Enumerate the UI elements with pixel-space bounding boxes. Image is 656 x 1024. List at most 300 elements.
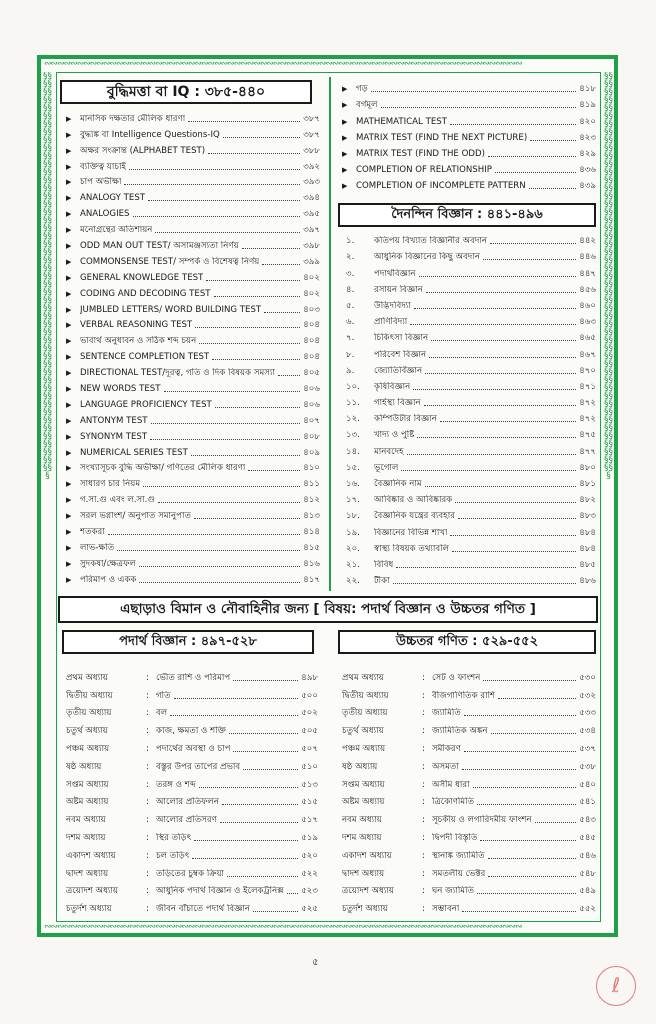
leader-dots <box>464 751 576 752</box>
separator: : <box>146 779 149 790</box>
item-title: ভূগোল <box>374 462 399 473</box>
chapter-label: তৃতীয় অধ্যায় <box>66 708 112 719</box>
item-title: বর্গমূল <box>356 100 378 111</box>
leader-dots <box>174 698 299 699</box>
chapter-title: জ্যামিতি <box>432 708 461 719</box>
chapter-label: দশম অধ্যায় <box>342 832 382 843</box>
page-ref: ৩৯৩ <box>303 177 320 188</box>
separator: : <box>146 850 149 861</box>
list-item <box>66 569 320 585</box>
item-number: ২০. <box>346 543 360 554</box>
leader-dots <box>429 357 576 358</box>
bullet-icon: ▶ <box>342 133 348 142</box>
bullet-icon: ▶ <box>66 559 72 568</box>
chapter-row <box>66 861 318 879</box>
item-title: চিকিৎসা বিজ্ঞান <box>374 333 429 344</box>
leader-dots <box>233 751 298 752</box>
list-item <box>346 262 596 278</box>
list-item <box>66 410 320 426</box>
chapter-title: অসমতা <box>432 761 459 772</box>
chapter-label: ষষ্ঠ অধ্যায় <box>342 761 378 772</box>
chapter-label: দ্বিতীয় অধ্যায় <box>66 690 113 701</box>
chapter-label: ষষ্ঠ অধ্যায় <box>66 761 102 772</box>
leader-dots <box>195 327 300 328</box>
list-item <box>342 143 596 159</box>
chapter-label: ত্রয়োদশ অধ্যায় <box>66 886 118 897</box>
list-item <box>346 554 596 570</box>
leader-dots <box>148 200 300 201</box>
item-title: সুদকষা/ক্ষেত্রফল <box>80 558 136 569</box>
item-title: COMPLETION OF RELATIONSHIP <box>356 165 492 176</box>
chapter-row <box>66 665 318 683</box>
list-item <box>346 246 596 262</box>
leader-dots <box>458 518 576 519</box>
page-ref: ৪১৯ <box>579 100 596 111</box>
list-item <box>66 553 320 569</box>
chapter-title: আলোর প্রতিসরণ <box>156 815 217 826</box>
leader-dots <box>222 804 298 805</box>
separator: : <box>422 726 425 737</box>
item-title: NEW WORDS TEST <box>80 384 161 395</box>
leader-dots <box>455 502 576 503</box>
daily-science-list <box>346 230 596 586</box>
iq-section-heading: বুদ্ধিমত্তা বা IQ : ৩৮৫-৪৪০ <box>60 80 312 104</box>
bullet-icon: ▶ <box>66 242 72 251</box>
page-ref: ৪৩৬ <box>579 165 596 176</box>
page-ref: ৫১০ <box>301 761 318 772</box>
bullet-icon: ▶ <box>66 162 72 171</box>
separator: : <box>422 708 425 719</box>
separator: : <box>146 868 149 879</box>
separator: : <box>146 726 149 737</box>
item-number: ১৯. <box>346 527 360 538</box>
page-ref: ৫৩৮ <box>579 761 596 772</box>
bullet-icon: ▶ <box>342 85 348 94</box>
chapter-row <box>66 807 318 825</box>
chapter-row <box>342 736 596 754</box>
item-title: বুদ্ধ্যঙ্ক বা Intelligence Questions-IQ <box>80 129 220 140</box>
page-ref: ৪০৩ <box>303 304 320 315</box>
leader-dots <box>464 715 576 716</box>
list-item <box>66 283 320 299</box>
item-title: বৈজ্ঞানিক নাম <box>374 479 422 489</box>
leader-dots <box>452 551 576 552</box>
item-title: COMMONSENSE TEST/ সম্পর্ক ও বিশেষত্ব নির্ণয় <box>80 256 260 267</box>
page-ref: ৪০৭ <box>303 415 320 426</box>
list-item <box>66 505 320 521</box>
page-ref: ৪৭৫ <box>579 430 596 441</box>
leader-dots <box>129 169 300 170</box>
separator: : <box>422 868 425 879</box>
leader-dots <box>143 486 300 487</box>
bullet-icon: ▶ <box>66 464 72 473</box>
bullet-icon: ▶ <box>66 369 72 378</box>
chapter-title: স্থির তড়িৎ <box>156 832 192 843</box>
bullet-icon: ▶ <box>66 448 72 457</box>
page-number: ৫ <box>312 957 319 968</box>
item-title: গার্হস্থ্য বিজ্ঞান <box>374 398 421 409</box>
chapter-row <box>342 879 596 897</box>
item-title: সংখ্যাসূচক বুদ্ধি অভীক্ষা/ গণিতের মৌলিক ধারণা <box>80 463 246 474</box>
page-ref: ৪১১ <box>303 479 320 490</box>
page-ref: ৪৮৫ <box>579 559 596 570</box>
page-ref: ৫৪১ <box>579 797 596 808</box>
page-ref: ৫৩৭ <box>579 743 596 754</box>
leader-dots <box>170 715 298 716</box>
bullet-icon: ▶ <box>342 182 348 191</box>
leader-dots <box>462 769 576 770</box>
item-title: বৈজ্ঞানিক যন্ত্রের ব্যবহার <box>374 511 455 522</box>
chapter-label: পঞ্চম অধ্যায় <box>66 743 110 754</box>
item-number: ৩. <box>346 268 355 279</box>
list-item <box>346 424 596 440</box>
page-ref: ৪৮৩ <box>579 511 596 522</box>
leader-dots <box>488 858 577 859</box>
chapter-row <box>66 896 318 914</box>
separator: : <box>422 761 425 772</box>
list-item <box>346 570 596 586</box>
bullet-icon: ▶ <box>66 273 72 282</box>
item-title: মনোগ্রন্থের অতিশায়ন <box>80 225 153 236</box>
separator: : <box>146 886 149 897</box>
list-item <box>346 538 596 554</box>
page-ref: ৪০৫ <box>303 368 320 379</box>
item-title: জ্যোতির্বিজ্ঞান <box>374 365 423 376</box>
page-ref: ৩৮৮ <box>303 145 320 156</box>
page-ref: ৪১৮ <box>579 84 596 95</box>
list-item <box>346 489 596 505</box>
leader-dots <box>191 455 300 456</box>
page-ref: ৫২০ <box>301 850 318 861</box>
bullet-icon: ▶ <box>66 178 72 187</box>
leader-dots <box>117 550 300 551</box>
page-ref: ৫৪৮ <box>579 868 596 879</box>
chapter-row <box>342 683 596 701</box>
separator: : <box>146 832 149 843</box>
list-item <box>346 295 596 311</box>
list-item <box>66 203 320 219</box>
chapter-title: আধুনিক পদার্থ বিজ্ঞান ও ইলেকট্রনিক্স <box>156 886 284 897</box>
leader-dots <box>220 822 298 823</box>
page-ref: ৫২২ <box>301 868 318 879</box>
page-ref: ৪০২ <box>303 288 320 299</box>
separator: : <box>146 904 149 915</box>
list-item <box>346 327 596 343</box>
leader-dots <box>483 680 576 681</box>
item-title: বিবিধ <box>374 559 394 570</box>
separator: : <box>422 672 425 683</box>
page-ref: ৪৪২ <box>579 236 596 247</box>
page-ref: ৪০৮ <box>303 431 320 442</box>
bullet-icon: ▶ <box>66 289 72 298</box>
bullet-icon: ▶ <box>66 257 72 266</box>
chapter-row <box>342 772 596 790</box>
page-ref: ৫৪০ <box>579 779 596 790</box>
list-item <box>346 457 596 473</box>
item-title: অক্ষর সংক্রান্ত (ALPHABET TEST) <box>80 145 206 156</box>
chapter-label: নবম অধ্যায় <box>342 815 382 826</box>
item-title: স্বাস্থ্য বিষয়ক তথ্যাবলি <box>374 543 450 554</box>
bullet-icon: ▶ <box>66 353 72 362</box>
leader-dots <box>530 140 576 141</box>
item-title: NUMERICAL SERIES TEST <box>80 447 188 458</box>
leader-dots <box>139 566 300 567</box>
separator: : <box>422 815 425 826</box>
item-title: MATHEMATICAL TEST <box>356 116 447 127</box>
leader-dots <box>495 172 576 173</box>
page-ref: ৪৬৭ <box>579 349 596 360</box>
bullet-icon: ▶ <box>66 194 72 203</box>
leader-dots <box>215 407 300 408</box>
leader-dots <box>488 876 576 877</box>
page-ref: ৪৮৪ <box>579 543 596 554</box>
chapter-row <box>342 807 596 825</box>
leader-dots <box>498 698 576 699</box>
page-ref: ৫০৫ <box>301 726 318 737</box>
iq-contents-list <box>66 108 320 585</box>
bullet-icon: ▶ <box>66 130 72 139</box>
leader-dots <box>414 308 577 309</box>
bullet-icon: ▶ <box>66 416 72 425</box>
bottom-border-wave: ∾∾∾∾∾∾∾∾∾∾∾∾∾∾∾∾∾∾∾∾∾∾∾∾∾∾∾∾∾∾∾∾∾∾∾∾∾∾∾∾∾∾∾∾∾∾∾∾∾∾∾∾∾∾∾∾∾∾∾∾∾∾∾∾∾∾∾∾∾∾∾∾∾ <box>44 923 522 932</box>
list-item <box>66 187 320 203</box>
chapter-title: তড়িতের চুম্বক ক্রিয়া <box>156 868 225 879</box>
page-ref: ৫০৭ <box>301 743 318 754</box>
math-tests-list <box>342 78 596 191</box>
item-title: টীকা <box>374 576 390 587</box>
leader-dots <box>108 534 301 535</box>
item-title: কতিপয় বিখ্যাত বিজ্ঞানীর অবদান <box>374 236 487 247</box>
bullet-icon: ▶ <box>66 321 72 330</box>
separator: : <box>146 672 149 683</box>
bullet-icon: ▶ <box>66 528 72 537</box>
chapter-title: দ্বিপদী বিস্তৃতি <box>432 832 478 843</box>
leader-dots <box>243 769 298 770</box>
chapter-row <box>66 879 318 897</box>
list-item <box>66 394 320 410</box>
chapter-label: চতুর্দশ অধ্যায় <box>342 904 388 915</box>
physics-chapter-list <box>66 665 318 914</box>
chapter-row <box>66 683 318 701</box>
leader-dots <box>450 124 576 125</box>
list-item <box>66 315 320 331</box>
chapter-label: একাদশ অধ্যায় <box>342 850 392 861</box>
page-ref: ৫৩২ <box>579 690 596 701</box>
page-ref: ৪১৫ <box>303 542 320 553</box>
chapter-label: অষ্টম অধ্যায় <box>66 797 109 808</box>
leader-dots <box>192 858 298 859</box>
page-ref: ৫১৭ <box>301 815 318 826</box>
chapter-title: তরঙ্গ ও শব্দ <box>156 779 196 790</box>
chapter-title: জীবন বাঁচাতে পদার্থ বিজ্ঞান <box>156 904 251 915</box>
item-title: সাধারণ চার নিয়ম <box>80 479 141 490</box>
list-item <box>342 159 596 175</box>
leader-dots <box>491 733 577 734</box>
item-title: MATRIX TEST (FIND THE NEXT PICTURE) <box>356 132 528 143</box>
page-ref: ৪২৯ <box>579 148 596 159</box>
chapter-title: বল <box>156 708 168 719</box>
leader-dots <box>242 248 301 249</box>
list-item <box>346 230 596 246</box>
chapter-title: ত্রিকোণমিতি <box>432 797 475 808</box>
separator: : <box>146 815 149 826</box>
chapter-row <box>66 718 318 736</box>
list-item <box>66 489 320 505</box>
item-number: ৬. <box>346 317 355 328</box>
chapter-title: সম্ভাবনা <box>432 904 460 915</box>
bullet-icon: ▶ <box>66 512 72 521</box>
bullet-icon: ▶ <box>66 114 72 123</box>
leader-dots <box>371 91 576 92</box>
list-item <box>66 426 320 442</box>
item-title: JUMBLED LETTERS/ WORD BUILDING TEST <box>80 304 262 315</box>
page-ref: ৪৮২ <box>579 495 596 506</box>
chapter-label: তৃতীয় অধ্যায় <box>342 708 388 719</box>
page-ref: ৫০০ <box>301 690 318 701</box>
chapter-label: চতুর্থ অধ্যায় <box>66 726 108 737</box>
item-number: ২১. <box>346 559 360 570</box>
item-number: ১৭. <box>346 495 360 506</box>
list-item <box>342 175 596 191</box>
bullet-icon: ▶ <box>66 146 72 155</box>
chapter-title: অসীম ধারা <box>432 779 470 790</box>
page-ref: ৪৬০ <box>579 300 596 311</box>
chapter-label: নবম অধ্যায় <box>66 815 106 826</box>
item-title: ব্যক্তিত্ব যাচাই <box>80 161 126 172</box>
item-title: কৃষিবিজ্ঞান <box>374 381 411 392</box>
page-ref: ৪৫৬ <box>579 284 596 295</box>
page-ref: ৩৮৭ <box>303 129 320 140</box>
chapter-label: চতুর্থ অধ্যায় <box>342 726 384 737</box>
leader-dots <box>212 359 300 360</box>
item-number: ৫. <box>346 300 355 311</box>
leader-dots <box>194 840 298 841</box>
leader-dots <box>393 583 577 584</box>
chapter-title: কাজ, ক্ষমতা ও শক্তি <box>156 726 227 737</box>
chapter-label: সপ্তম অধ্যায় <box>342 779 385 790</box>
chapter-label: একাদশ অধ্যায় <box>66 850 116 861</box>
page-ref: ৪২৩ <box>579 132 596 143</box>
list-item <box>346 311 596 327</box>
page-ref: ৫১৫ <box>301 797 318 808</box>
list-item <box>66 346 320 362</box>
leader-dots <box>287 893 299 894</box>
leader-dots <box>124 184 300 185</box>
item-title: কম্পিউটার বিজ্ঞান <box>374 414 437 425</box>
list-item <box>66 251 320 267</box>
page-ref: ৫৪৫ <box>579 832 596 843</box>
leader-dots <box>425 373 576 374</box>
leader-dots <box>401 470 576 471</box>
chapter-label: পঞ্চম অধ্যায় <box>342 743 386 754</box>
item-title: VERBAL REASONING TEST <box>80 320 193 331</box>
chapter-title: স্থানাঙ্ক জ্যামিতি <box>432 850 485 861</box>
chapter-label: অষ্টম অধ্যায় <box>342 797 385 808</box>
math-chapter-list <box>342 665 596 914</box>
chapter-label: দ্বাদশ অধ্যায় <box>342 868 385 879</box>
leader-dots <box>396 567 576 568</box>
chapter-title: গতি <box>156 690 171 701</box>
item-number: ১৪. <box>346 446 360 457</box>
separator: : <box>422 886 425 897</box>
list-item <box>346 392 596 408</box>
item-title: গ.সা.গু এবং ল.সা.গু <box>80 495 156 506</box>
page-ref: ৪১৬ <box>303 558 320 569</box>
page-ref: ৩৯৭ <box>303 225 320 236</box>
item-title: MATRIX TEST (FIND THE ODD) <box>356 148 485 159</box>
page-ref: ৪১০ <box>303 463 320 474</box>
leader-dots <box>488 156 576 157</box>
bullet-icon: ▶ <box>66 496 72 505</box>
separator: : <box>146 761 149 772</box>
bullet-icon: ▶ <box>342 166 348 175</box>
bullet-icon: ▶ <box>66 432 72 441</box>
leader-dots <box>248 470 300 471</box>
list-item <box>66 473 320 489</box>
list-item <box>342 94 596 110</box>
leader-dots <box>155 232 300 233</box>
list-item <box>342 78 596 94</box>
column-divider <box>329 77 331 591</box>
leader-dots <box>431 340 576 341</box>
bullet-icon: ▶ <box>66 480 72 489</box>
leader-dots <box>477 893 576 894</box>
chapter-title: পদার্থের অবস্থা ও চাপ <box>156 743 231 754</box>
extra-subjects-banner: এছাড়াও বিমান ও নৌবাহিনীর জন্য [ বিষয়: পদার্থ বিজ্ঞান ও উচ্চতর গণিত ] <box>58 596 598 623</box>
list-item <box>66 537 320 553</box>
item-title: COMPLETION OF INCOMPLETE PATTERN <box>356 181 526 192</box>
chapter-title: সেট ও ফাংশন <box>432 672 481 683</box>
page-ref: ৪০৯ <box>303 447 320 458</box>
leader-dots <box>164 391 301 392</box>
page-ref: ৪৭২ <box>579 414 596 425</box>
item-title: ANTONYM TEST <box>80 415 148 426</box>
chapter-row <box>66 772 318 790</box>
leader-dots <box>490 243 576 244</box>
leader-dots <box>426 292 576 293</box>
chapter-label: সপ্তম অধ্যায় <box>66 779 109 790</box>
page-ref: ৫৩৪ <box>579 726 596 737</box>
leader-dots <box>227 876 298 877</box>
page-ref: ৫২৫ <box>301 904 318 915</box>
bullet-icon: ▶ <box>66 226 72 235</box>
chapter-title: আলোর প্রতিফলন <box>156 797 219 808</box>
list-item <box>66 330 320 346</box>
list-item <box>346 279 596 295</box>
leader-dots <box>424 405 577 406</box>
chapter-title: সমীকরণ <box>432 743 461 754</box>
item-number: ২. <box>346 252 355 263</box>
chapter-row <box>66 825 318 843</box>
item-title: আধুনিক বিজ্ঞানের কিছু অবদান <box>374 252 480 263</box>
item-title: সরল ভগ্নাংশ/ অনুপাত সমানুপাত <box>80 511 191 522</box>
leader-dots <box>199 343 300 344</box>
bullet-icon: ▶ <box>66 400 72 409</box>
list-item <box>66 172 320 188</box>
list-item <box>66 458 320 474</box>
page-ref: ৫৫২ <box>579 904 596 915</box>
list-item <box>342 127 596 143</box>
page-ref: ৩৯৪ <box>303 193 320 204</box>
chapter-row <box>342 843 596 861</box>
chapter-title: সূচকীয় ও লগারিদমীয় ফাংশন <box>432 815 532 826</box>
bullet-icon: ▶ <box>66 337 72 346</box>
item-title: মানসিক দক্ষতার মৌলিক ধারণা <box>80 113 186 124</box>
list-item <box>66 235 320 251</box>
leader-dots <box>139 582 300 583</box>
leader-dots <box>199 787 298 788</box>
leader-dots <box>462 911 576 912</box>
